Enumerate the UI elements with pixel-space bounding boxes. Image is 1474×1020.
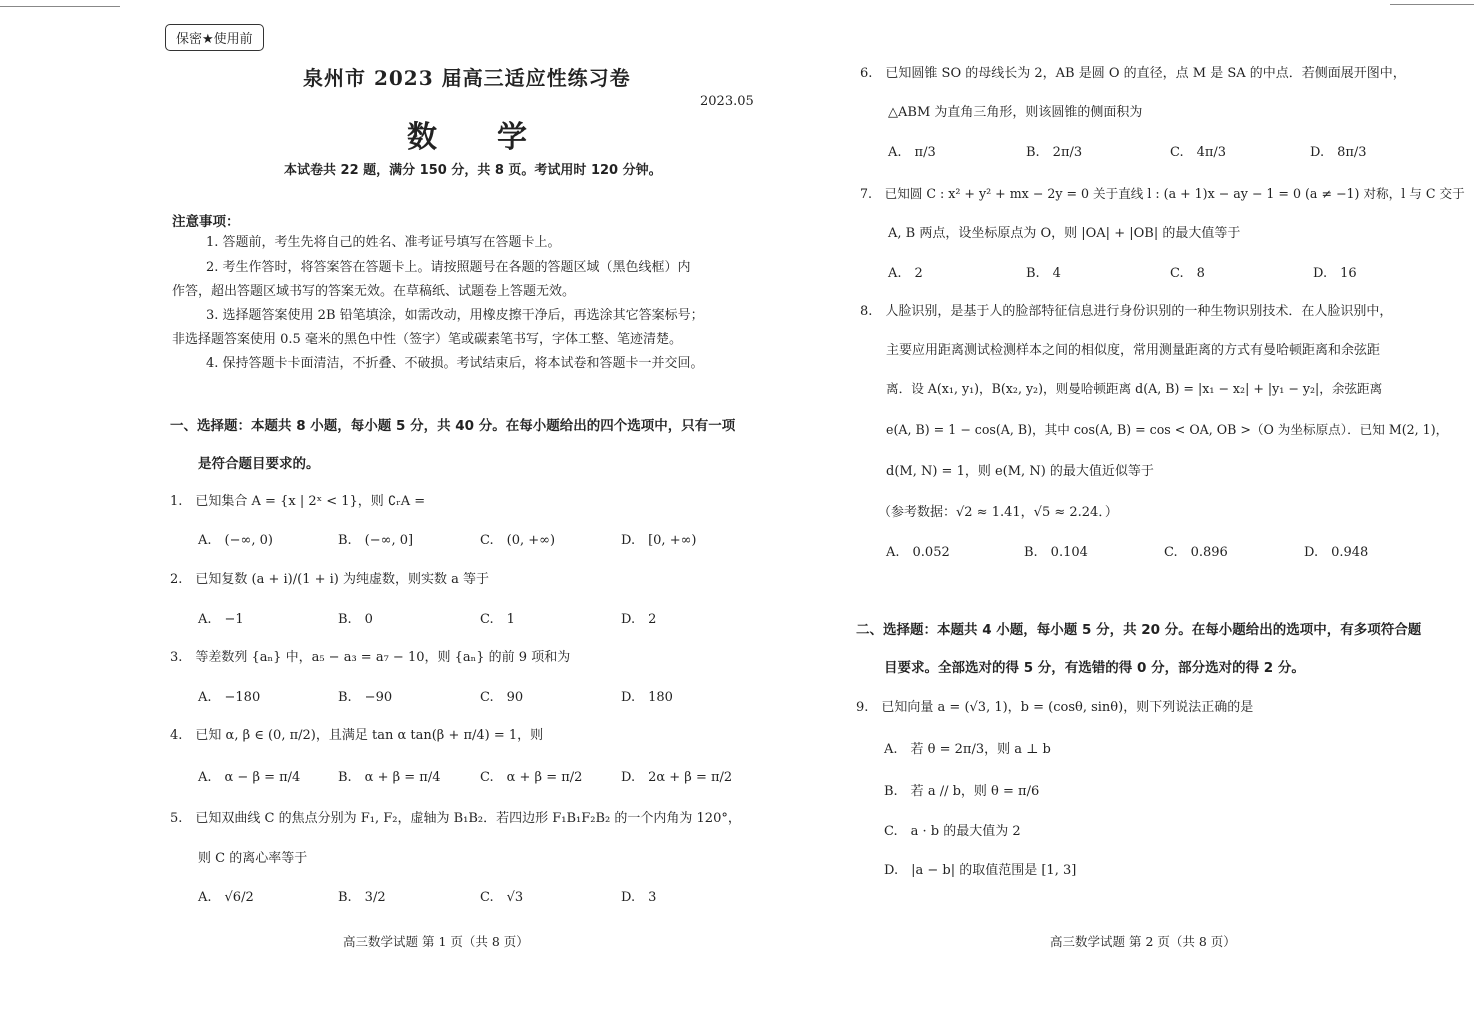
- q6-stem: 6. 已知圆锥 SO 的母线长为 2，AB 是圆 O 的直径，点 M 是 SA 的中点．若侧面展开图中，: [860, 66, 1406, 81]
- section2-heading: 二、选择题：本题共 4 小题，每小题 5 分，共 20 分。在每小题给出的选项中，有多项符合题: [856, 622, 1422, 638]
- q7-stem: 7. 已知圆 C : x² + y² + mx − 2y = 0 关于直线 l : (a + 1)x − ay − 1 = 0 (a ≠ −1) 对称，l 与 C 交于: [860, 186, 1465, 201]
- q7-stem-cont: A, B 两点，设坐标原点为 O，则 |OA| + |OB| 的最大值等于: [888, 226, 1241, 241]
- q6-stem-cont: △ABM 为直角三角形，则该圆锥的侧面积为: [888, 105, 1143, 120]
- q2-option-a: A. −1: [198, 612, 244, 627]
- q7-option-c: C. 8: [1170, 266, 1205, 281]
- q3-option-b: B. −90: [338, 690, 393, 705]
- section2-heading-cont: 目要求。全部选对的得 5 分，有选错的得 0 分，部分选对的得 2 分。: [884, 660, 1305, 676]
- note-line: 2. 考生作答时，将答案答在答题卡上。请按照题号在各题的答题区域（黑色线框）内: [206, 260, 691, 275]
- q9-option-d: D. |a − b| 的取值范围是 [1, 3]: [884, 863, 1077, 878]
- scan-edge-line: [0, 6, 120, 7]
- q9-option-c: C. a · b 的最大值为 2: [884, 824, 1021, 839]
- q1-option-a: A. (−∞, 0): [198, 533, 273, 548]
- note-line: 4. 保持答题卡卡面清洁，不折叠、不破损。考试结束后，将本试卷和答题卡一并交回。: [206, 356, 704, 371]
- confidential-badge: 保密★使用前: [165, 24, 264, 51]
- exam-intro: 本试卷共 22 题，满分 150 分，共 8 页。考试用时 120 分钟。: [284, 163, 662, 178]
- q9-option-a: A. 若 θ = 2π/3，则 a ⊥ b: [884, 742, 1051, 757]
- q2-option-d: D. 2: [621, 612, 657, 627]
- q6-option-c: C. 4π/3: [1170, 145, 1227, 160]
- q5-stem: 5. 已知双曲线 C 的焦点分别为 F₁, F₂，虚轴为 B₁B₂．若四边形 F₁B₁F₂B₂ 的一个内角为 120°，: [170, 811, 741, 826]
- q8-stem-cont: 主要应用距离测试检测样本之间的相似度，常用测量距离的方式有曼哈顿距离和余弦距: [886, 343, 1381, 358]
- q8-option-a: A. 0.052: [886, 545, 950, 560]
- note-line: 1. 答题前，考生先将自己的姓名、准考证号填写在答题卡上。: [206, 235, 561, 250]
- q3-option-c: C. 90: [480, 690, 524, 705]
- subject-title: 数 学: [407, 120, 527, 155]
- q4-option-d: D. 2α + β = π/2: [621, 770, 733, 785]
- q8-stem-cont: 离．设 A(x₁, y₁)，B(x₂, y₂)，则曼哈顿距离 d(A, B) = |x₁ − x₂| + |y₁ − y₂|，余弦距离: [886, 381, 1383, 396]
- q3-option-a: A. −180: [198, 690, 261, 705]
- q1-option-c: C. (0, +∞): [480, 533, 556, 548]
- q8-option-b: B. 0.104: [1024, 545, 1088, 560]
- note-line: 作答，超出答题区域书写的答案无效。在草稿纸、试题卷上答题无效。: [172, 284, 576, 299]
- section1-heading: 一、选择题：本题共 8 小题，每小题 5 分，共 40 分。在每小题给出的四个选项中，只有一项: [170, 418, 736, 434]
- q3-option-d: D. 180: [621, 690, 673, 705]
- q5-option-a: A. √6/2: [198, 890, 254, 905]
- section1-heading-cont: 是符合题目要求的。: [198, 456, 320, 472]
- q8-reference-data: （参考数据：√2 ≈ 1.41，√5 ≈ 2.24．）: [878, 505, 1118, 520]
- q1-option-d: D. [0, +∞): [621, 533, 697, 548]
- q9-stem: 9. 已知向量 a = (√3, 1)，b = (cosθ, sinθ)，则下列说法正确的是: [856, 700, 1254, 715]
- q6-option-d: D. 8π/3: [1310, 145, 1367, 160]
- q2-stem: 2. 已知复数 (a + i)/(1 + i) 为纯虚数，则实数 a 等于: [170, 572, 490, 587]
- q9-option-b: B. 若 a // b，则 θ = π/6: [884, 784, 1040, 799]
- q5-option-c: C. √3: [480, 890, 524, 905]
- q8-option-d: D. 0.948: [1304, 545, 1369, 560]
- q8-stem-cont: d(M, N) = 1，则 e(M, N) 的最大值近似等于: [886, 464, 1154, 479]
- exam-date: 2023.05: [700, 94, 754, 109]
- q5-option-d: D. 3: [621, 890, 657, 905]
- note-line: 3. 选择题答案使用 2B 铅笔填涂，如需改动，用橡皮擦干净后，再选涂其它答案标号；: [206, 308, 704, 323]
- note-line: 非选择题答案使用 0.5 毫米的黑色中性（签字）笔或碳素笔书写，字体工整、笔迹清楚。: [172, 332, 682, 347]
- q5-option-b: B. 3/2: [338, 890, 386, 905]
- q5-stem-cont: 则 C 的离心率等于: [198, 851, 308, 866]
- q4-option-c: C. α + β = π/2: [480, 770, 583, 785]
- q7-option-b: B. 4: [1026, 266, 1061, 281]
- q4-option-b: B. α + β = π/4: [338, 770, 441, 785]
- q4-stem: 4. 已知 α, β ∈ (0, π/2)，且满足 tan α tan(β + π/4) = 1，则: [170, 728, 544, 743]
- q8-stem: 8. 人脸识别，是基于人的脸部特征信息进行身份识别的一种生物识别技术．在人脸识别中，: [860, 304, 1393, 319]
- notes-title: 注意事项：: [172, 214, 240, 230]
- q3-stem: 3. 等差数列 {aₙ} 中，a₅ − a₃ = a₇ − 10，则 {aₙ} 的前 9 项和为: [170, 650, 571, 665]
- q2-option-c: C. 1: [480, 612, 515, 627]
- q6-option-a: A. π/3: [888, 145, 936, 160]
- q7-option-d: D. 16: [1313, 266, 1357, 281]
- q7-option-a: A. 2: [888, 266, 923, 281]
- q8-stem-cont: e(A, B) = 1 − cos(A, B)，其中 cos(A, B) = cos < OA, OB >（O 为坐标原点）．已知 M(2, 1)，: [886, 422, 1449, 437]
- scan-edge-line: [1390, 4, 1474, 5]
- q1-stem: 1. 已知集合 A = {x | 2ˣ < 1}，则 ∁ᵣA =: [170, 494, 426, 509]
- q8-option-c: C. 0.896: [1164, 545, 1228, 560]
- page1-footer: 高三数学试题 第 1 页（共 8 页）: [343, 934, 529, 949]
- q6-option-b: B. 2π/3: [1026, 145, 1083, 160]
- q4-option-a: A. α − β = π/4: [198, 770, 301, 785]
- exam-title: 泉州市 2023 届高三适应性练习卷: [303, 66, 631, 90]
- q1-option-b: B. (−∞, 0]: [338, 533, 414, 548]
- page2-footer: 高三数学试题 第 2 页（共 8 页）: [1050, 934, 1236, 949]
- q2-option-b: B. 0: [338, 612, 373, 627]
